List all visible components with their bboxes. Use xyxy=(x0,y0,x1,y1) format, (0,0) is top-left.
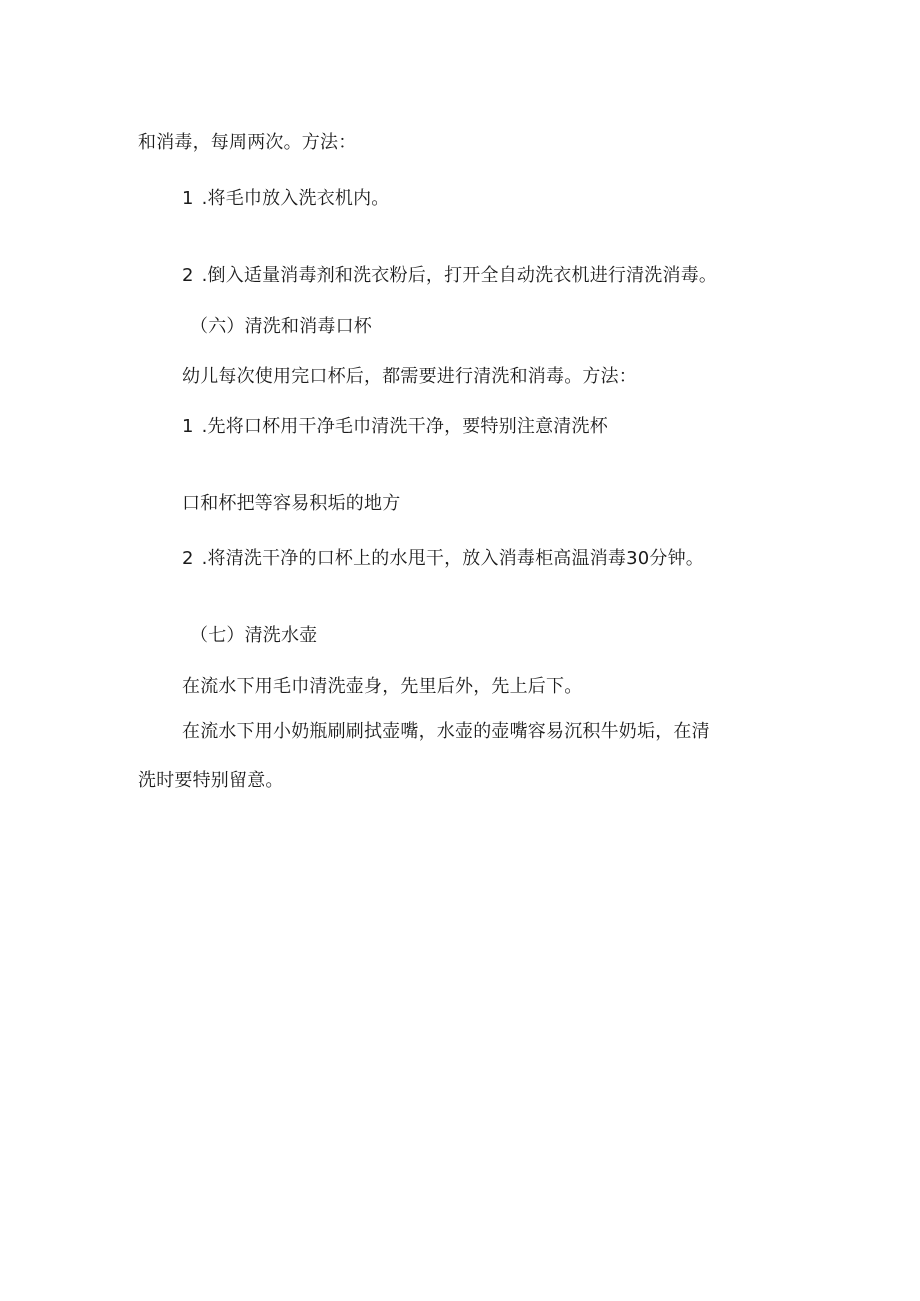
list-text: .先将口杯用干净毛巾清洗干净，要特别注意清洗杯 xyxy=(201,416,608,437)
list-item-2 xyxy=(182,264,717,288)
heading-text: （六）清洗和消毒口杯 xyxy=(190,316,372,337)
paragraph-7b-continuation xyxy=(138,769,284,793)
list-item-6-1 xyxy=(182,415,608,439)
list-number: 2 xyxy=(182,265,194,286)
section-heading-7 xyxy=(190,624,317,648)
section-heading-6 xyxy=(190,315,372,339)
list-text: .倒入适量消毒剂和洗衣粉后，打开全自动洗衣机进行清洗消毒。 xyxy=(201,265,718,286)
text: 幼儿每次使用完口杯后，都需要进行清洗和消毒。方法： xyxy=(182,366,637,387)
text: 洗时要特别留意。 xyxy=(138,770,284,791)
list-number: 2 xyxy=(182,548,194,569)
text: 在流水下用毛巾清洗壶身，先里后外，先上后下。 xyxy=(182,676,583,697)
paragraph-6 xyxy=(182,365,637,389)
list-item-6-2 xyxy=(182,547,704,571)
text: 口和杯把等容易积垢的地方 xyxy=(182,493,401,514)
text: 在流水下用小奶瓶刷刷拭壶嘴，水壶的壶嘴容易沉积牛奶垢，在清 xyxy=(182,721,710,742)
list-text: .将毛巾放入洗衣机内。 xyxy=(201,188,390,209)
paragraph-7b xyxy=(182,720,710,744)
list-item-6-1-continuation xyxy=(182,492,400,516)
list-number: 1 xyxy=(182,188,194,209)
paragraph-7a xyxy=(182,675,582,699)
list-item-1 xyxy=(182,187,390,211)
text: 和消毒，每周两次。方法： xyxy=(138,132,357,153)
list-text: .将清洗干净的口杯上的水甩干，放入消毒柜高温消毒30分钟。 xyxy=(201,548,705,569)
list-number: 1 xyxy=(182,416,194,437)
paragraph-continuation xyxy=(138,131,356,155)
heading-text: （七）清洗水壶 xyxy=(190,625,318,646)
